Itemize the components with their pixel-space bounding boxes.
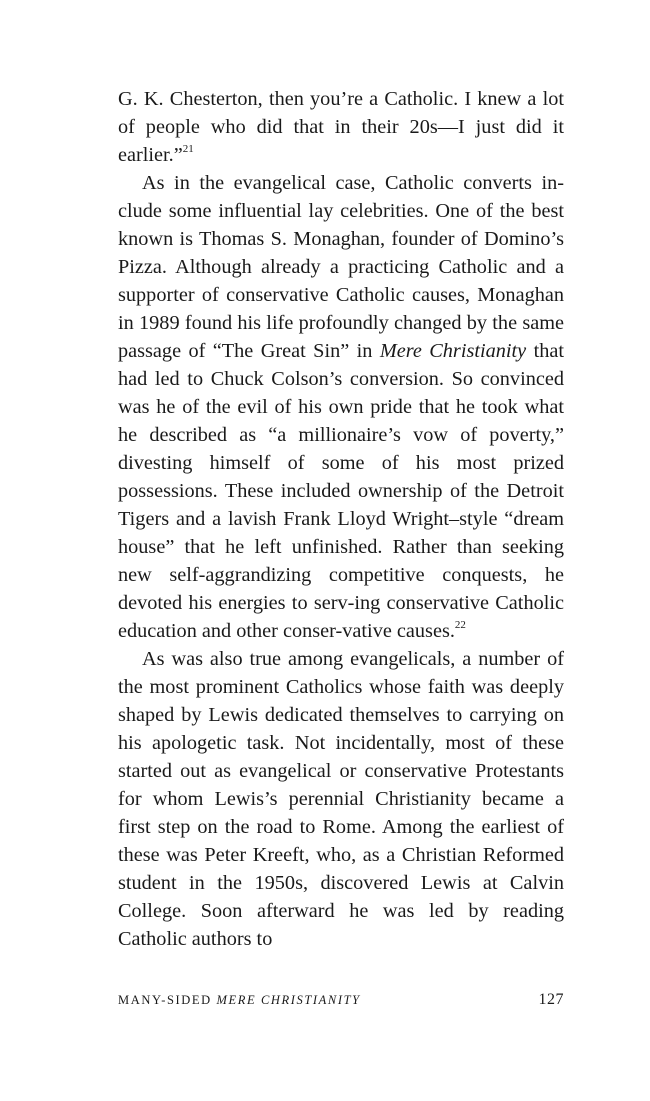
page-number: 127: [538, 991, 564, 1008]
running-head-book-title: MERE CHRISTIANITY: [216, 993, 361, 1007]
page-body: [118, 85, 564, 953]
paragraph-1: [118, 85, 564, 169]
footnote-ref-21[interactable]: 21: [182, 143, 194, 156]
paragraph-2-text-end: that had led to Chuck Colson’s conversion. So convinced was he of the evil of his own pride that he took what he described as “a millionaire’s vow of poverty,” divesting himself of some of his most prized possessions. These included ownership of the Detroit Tigers and a lavish Frank Lloyd Wright–style “dream house” that he left unfinished. Rather than seeking new self-aggrandizing competitive conquests, he devoted his energies to serv-ing conservative Catholic education and other conser-vative causes.: [118, 340, 564, 642]
book-title-mere-christianity: Mere Christianity: [379, 340, 527, 362]
paragraph-3: [118, 645, 564, 953]
running-head: [118, 993, 361, 1008]
paragraph-3-text: As was also true among evangelicals, a number of the most prominent Catholics whose faith was deeply shaped by Lewis dedicated themselves to carrying on his apologetic task. Not incidentally, most of these started out as evangelical or conservative Protestants for whom Lewis’s perennial Christianity became a first step on the road to Rome. Among the earliest of these was Peter Kreeft, who, as a Christian Reformed student in the 1950s, discovered Lewis at Calvin College. Soon afterward he was led by reading Catholic authors to: [118, 648, 564, 950]
footnote-ref-22[interactable]: 22: [454, 619, 466, 632]
running-footer: [118, 993, 564, 1013]
paragraph-1-text: G. K. Chesterton, then you’re a Catholic. I knew a lot of people who did that in their 20s—I just did it earlier.”: [118, 88, 564, 166]
running-head-prefix: MANY-SIDED: [118, 993, 217, 1007]
paragraph-2-text-start: As in the evangelical case, Catholic converts in-clude some influential lay celebrities. One of the best known is Thomas S. Monaghan, founder of Domino’s Pizza. Although already a practicing Catholic and a supporter of conservative Catholic causes, Monaghan in 1989 found his life profoundly changed by the same passage of “The Great Sin” in: [118, 172, 564, 362]
paragraph-2: [118, 169, 564, 645]
